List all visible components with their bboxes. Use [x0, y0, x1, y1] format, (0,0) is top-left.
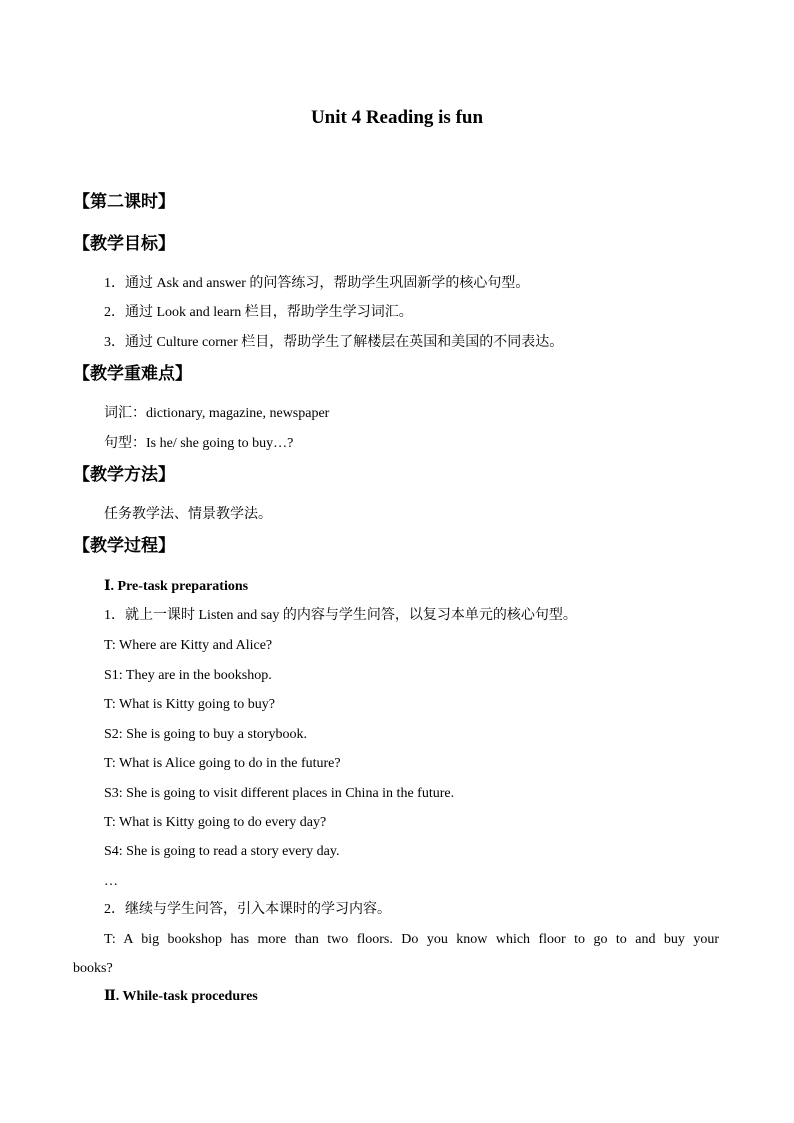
methods-text: 任务教学法、情景教学法。 [104, 507, 272, 522]
process-heading: 【教学过程】 [73, 536, 175, 555]
pre-task-step-1: 1．就上一课时 Listen and say 的内容与学生问答，以复习本单元的核心句型。 [104, 608, 577, 623]
dialogue-line: S3: She is going to visit different places in China in the future. [104, 786, 455, 801]
objective-item-3: 3．通过 Culture corner 栏目，帮助学生了解楼层在英国和美国的不同表达。 [104, 335, 564, 350]
dialogue-ellipsis: … [104, 874, 118, 889]
methods-heading: 【教学方法】 [73, 465, 175, 484]
lesson-heading: 【第二课时】 [73, 192, 175, 211]
dialogue-line: S4: She is going to read a story every day. [104, 844, 340, 859]
key-point-vocabulary: 词汇：dictionary, magazine, newspaper [104, 406, 330, 421]
objective-item-2: 2．通过 Look and learn 栏目，帮助学生学习词汇。 [104, 305, 413, 320]
objective-item-1: 1．通过 Ask and answer 的问答练习，帮助学生巩固新学的核心句型。 [104, 276, 530, 291]
dialogue-line: T: Where are Kitty and Alice? [104, 638, 273, 653]
dialogue-line: T: What is Kitty going to buy? [104, 697, 275, 712]
teacher-question-line-1: T: A big bookshop has more than two floors. Do you know which floor to go to and buy your [104, 932, 719, 947]
while-task-title: Ⅱ. While-task procedures [104, 989, 258, 1004]
dialogue-line: T: What is Alice going to do in the future? [104, 756, 341, 771]
key-point-sentence: 句型：Is he/ she going to buy…? [104, 436, 294, 451]
dialogue-line: T: What is Kitty going to do every day? [104, 815, 327, 830]
dialogue-line: S2: She is going to buy a storybook. [104, 727, 308, 742]
teacher-question-line-2: books? [73, 961, 113, 976]
key-points-heading: 【教学重难点】 [73, 364, 192, 383]
objectives-heading: 【教学目标】 [73, 234, 175, 253]
pre-task-title: Ⅰ. Pre-task preparations [104, 579, 249, 594]
dialogue-line: S1: They are in the bookshop. [104, 668, 272, 683]
document-title: Unit 4 Reading is fun [310, 107, 484, 128]
pre-task-step-2: 2．继续与学生问答，引入本课时的学习内容。 [104, 902, 391, 917]
